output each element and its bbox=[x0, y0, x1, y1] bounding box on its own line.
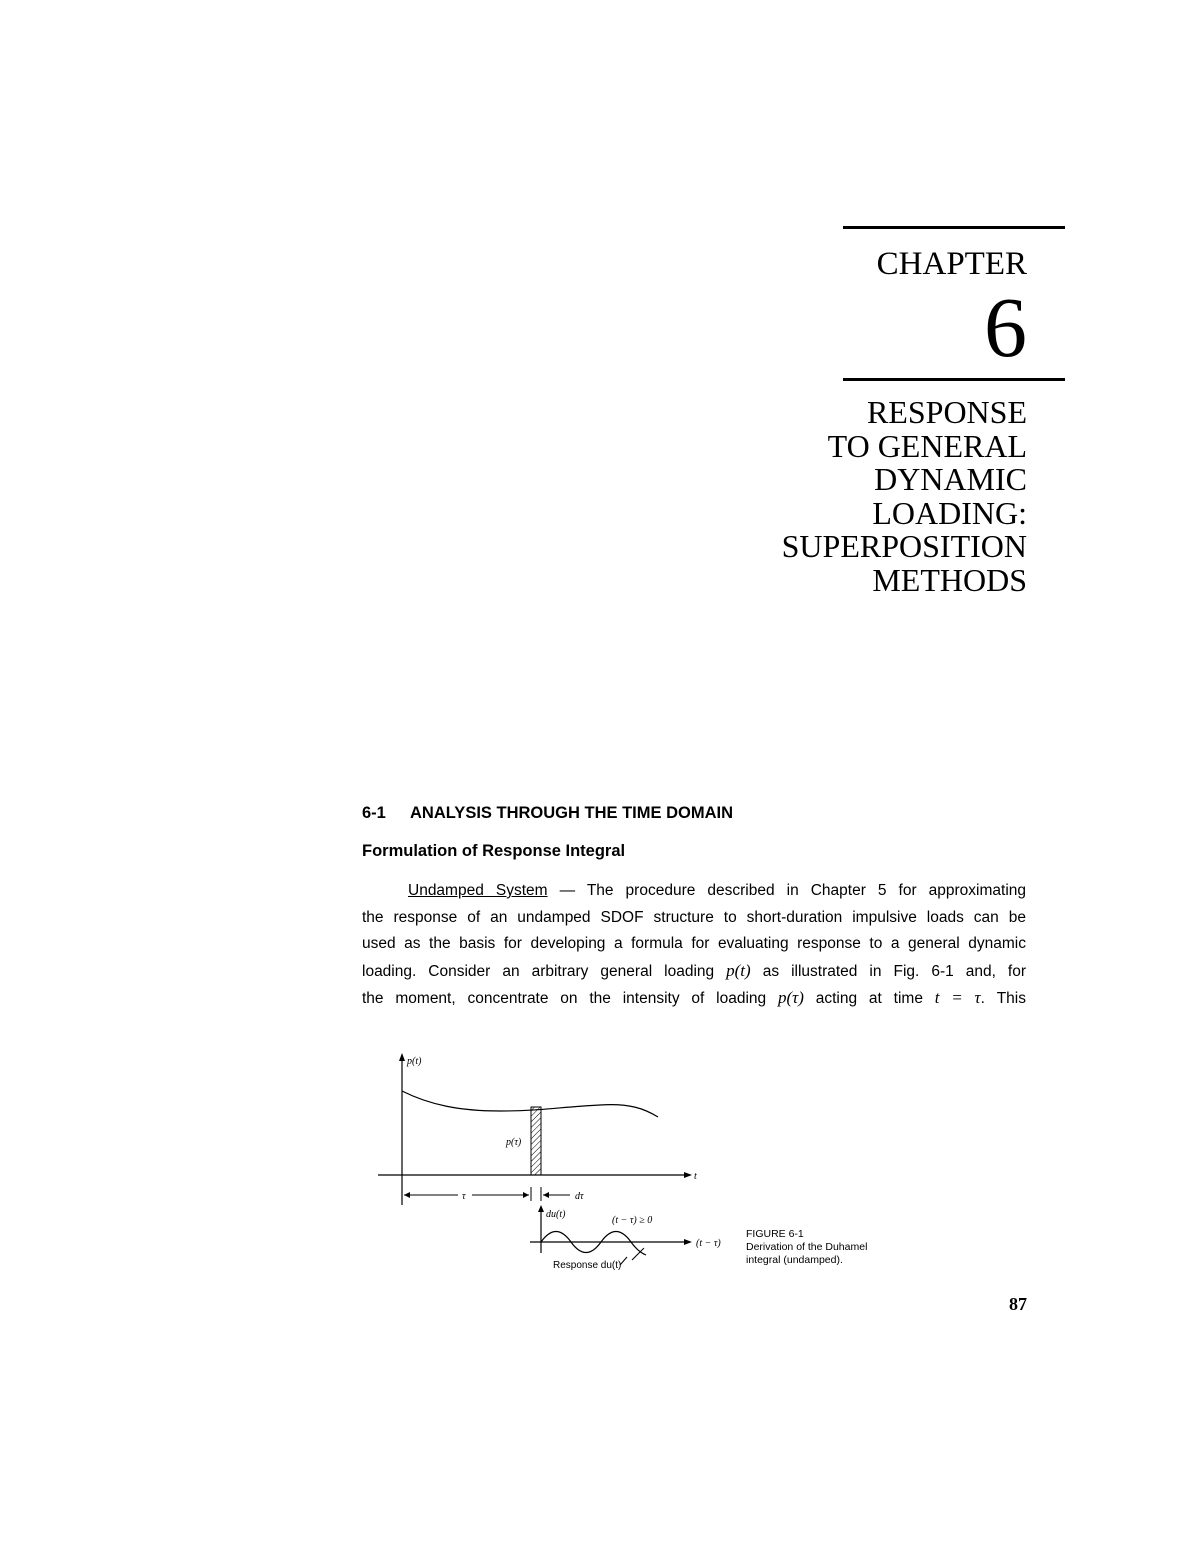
body-paragraph bbox=[362, 878, 1026, 1013]
section-title: ANALYSIS THROUGH THE TIME DOMAIN bbox=[410, 804, 733, 822]
chapter-bottom-rule bbox=[843, 378, 1065, 381]
paragraph-line: loading. Consider an arbitrary general loading p(t) as illustrated in Fig. 6-1 and, for bbox=[362, 960, 1026, 980]
t-axis-label: t bbox=[694, 1171, 697, 1182]
paragraph-line: used as the basis for developing a formula for evaluating response to a general dynamic bbox=[362, 935, 1026, 952]
chapter-label: CHAPTER bbox=[876, 246, 1027, 282]
paragraph-line: Undamped System — The procedure described in Chapter 5 for approximating bbox=[408, 882, 1027, 899]
impulse-strip bbox=[531, 1107, 541, 1175]
du-t-label: du(t) bbox=[546, 1209, 566, 1220]
figure-caption-line: Derivation of the Duhamel bbox=[746, 1241, 868, 1253]
response-label: Response du(t) bbox=[553, 1260, 622, 1271]
t-minus-tau-axis-label: (t − τ) bbox=[696, 1238, 721, 1249]
chapter-title bbox=[782, 396, 1027, 597]
chapter-title-line: RESPONSE bbox=[866, 394, 1027, 430]
chapter-title-line: TO GENERAL bbox=[827, 427, 1027, 464]
math-expression: t = τ bbox=[934, 988, 981, 1007]
p-tau-label: p(τ) bbox=[506, 1137, 522, 1148]
figure-diagram bbox=[370, 1045, 750, 1285]
paragraph-line: the response of an undamped SDOF structure to short-duration impulsive loads can be bbox=[362, 908, 1026, 926]
figure-caption bbox=[746, 1228, 867, 1267]
chapter-title-line: SUPERPOSITION bbox=[781, 528, 1027, 564]
figure-caption-line: integral (undamped). bbox=[746, 1254, 843, 1266]
subsection-heading: Formulation of Response Integral bbox=[362, 842, 626, 860]
math-expression: p(t) bbox=[726, 960, 751, 980]
tau-label: τ bbox=[462, 1191, 466, 1202]
t-minus-tau-condition: (t − τ) ≥ 0 bbox=[612, 1215, 653, 1226]
section-number: 6-1 bbox=[362, 804, 386, 822]
load-curve bbox=[402, 1091, 658, 1117]
response-curve bbox=[541, 1232, 646, 1256]
chapter-title-line: LOADING: bbox=[872, 494, 1027, 531]
chapter-top-rule bbox=[843, 226, 1065, 229]
p-axis-arrow bbox=[399, 1053, 405, 1061]
chapter-number: 6 bbox=[984, 279, 1027, 375]
d-tau-label: dτ bbox=[575, 1191, 584, 1202]
chapter-title-line: METHODS bbox=[872, 561, 1027, 598]
page-number: 87 bbox=[1009, 1294, 1027, 1314]
p-t-label: p(t) bbox=[407, 1056, 422, 1067]
figure-duhamel-derivation bbox=[370, 1045, 750, 1285]
section-heading bbox=[362, 804, 733, 823]
chapter-title-line: DYNAMIC bbox=[874, 461, 1027, 497]
figure-caption-line: FIGURE 6-1 bbox=[746, 1228, 804, 1240]
paragraph-line: the moment, concentrate on the intensity of loading p(τ) acting at time t = τ. This bbox=[362, 988, 1026, 1007]
t-axis-arrow bbox=[684, 1172, 692, 1178]
paragraph-lead-term: Undamped System bbox=[408, 882, 548, 899]
math-expression: p(τ) bbox=[777, 988, 804, 1007]
